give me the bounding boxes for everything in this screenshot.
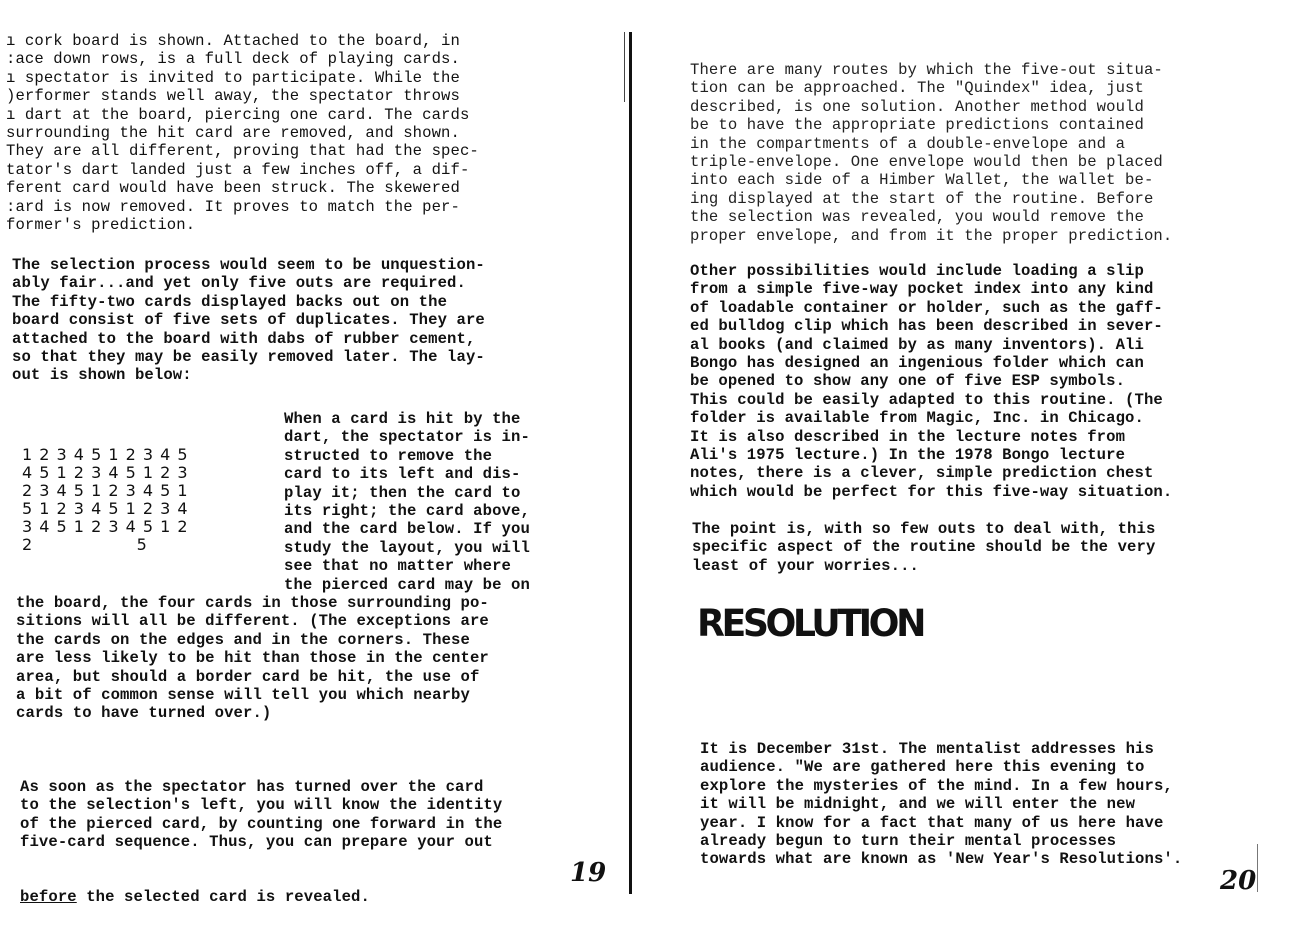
text-line: dart, the spectator is in- bbox=[284, 428, 530, 447]
left-paragraph-4 bbox=[20, 741, 502, 943]
text-line: cards to have turned over.) bbox=[16, 704, 272, 723]
text-line: surrounding the hit card are removed, and shown. bbox=[6, 124, 460, 143]
left-paragraph-4-last-line bbox=[20, 888, 502, 906]
text-line: notes, there is a clever, simple prediction chest bbox=[690, 464, 1154, 483]
left-paragraph-1 bbox=[6, 32, 479, 234]
text-line: card to its left and dis- bbox=[284, 465, 521, 484]
text-line: It is also described in the lecture notes from bbox=[690, 427, 1126, 446]
text-line: tion can be approached. The "Quindex" idea, just bbox=[690, 79, 1144, 98]
text-line: play it; then the card to bbox=[284, 483, 521, 502]
text-line: :ard is now removed. It proves to match the per- bbox=[6, 197, 460, 216]
left-page bbox=[0, 0, 625, 916]
text-line: into each side of a Himber Wallet, the wallet be- bbox=[690, 171, 1154, 190]
text-line: sitions will all be different. (The exceptions are bbox=[16, 612, 489, 631]
text-line: al books (and claimed by as many inventors). Ali bbox=[690, 335, 1144, 354]
text-line: least of your worries... bbox=[692, 556, 919, 575]
text-line: Ali's 1975 lecture.) In the 1978 Bongo lecture bbox=[690, 446, 1126, 465]
left-side-text bbox=[284, 410, 530, 594]
text-line: The fifty-two cards displayed backs out on the bbox=[12, 292, 448, 311]
grid-row: 1 2 3 4 5 1 2 3 4 5 bbox=[22, 445, 189, 464]
text-line: study the layout, you will bbox=[284, 538, 530, 557]
text-line: so that they may be easily removed later. The lay- bbox=[12, 348, 485, 367]
right-paragraph-3 bbox=[692, 520, 1155, 575]
text-line: and the card below. If you bbox=[284, 520, 530, 539]
last-line-rest: the selected card is revealed. bbox=[76, 888, 370, 907]
text-line: the pierced card may be on bbox=[284, 575, 530, 594]
text-line: board consist of five sets of duplicates. They are bbox=[12, 311, 485, 330]
text-line: The point is, with so few outs to deal with, this bbox=[692, 520, 1156, 538]
underlined-word: before bbox=[20, 888, 77, 907]
text-line: former's prediction. bbox=[6, 216, 196, 235]
right-paragraph-4 bbox=[700, 740, 1182, 869]
text-line: the cards on the edges and in the corners. These bbox=[16, 630, 470, 649]
text-line: year. I know for a fact that many of us here have bbox=[700, 813, 1164, 832]
text-line: :ace down rows, is a full deck of playing cards. bbox=[6, 50, 460, 69]
text-line: )erformer stands well away, the spectator throws bbox=[6, 87, 460, 106]
text-line: specific aspect of the routine should be the very bbox=[692, 538, 1156, 557]
left-paragraph-4-lines bbox=[20, 778, 502, 852]
right-paragraph-2 bbox=[690, 262, 1172, 501]
text-line: There are many routes by which the five-out situa- bbox=[690, 61, 1163, 79]
text-line: in the compartments of a double-envelope and a bbox=[690, 134, 1126, 153]
text-line: see that no matter where bbox=[284, 557, 511, 576]
text-line: area, but should a border card be hit, the use of bbox=[16, 667, 480, 686]
text-line: of loadable container or holder, such as the gaff- bbox=[690, 298, 1163, 317]
text-line: which would be perfect for this five-way situation. bbox=[690, 482, 1173, 501]
text-line: ı cork board is shown. Attached to the board, in bbox=[6, 32, 460, 50]
text-line: be to have the appropriate predictions contained bbox=[690, 116, 1144, 135]
text-line: ed bulldog clip which has been described in sever- bbox=[690, 317, 1163, 336]
text-line: The selection process would seem to be unquestion- bbox=[12, 256, 485, 274]
text-line: As soon as the spectator has turned over the card bbox=[20, 777, 484, 796]
text-line: a bit of common sense will tell you which nearby bbox=[16, 686, 470, 705]
text-line: ferent card would have been struck. The skewered bbox=[6, 179, 460, 198]
text-line: its right; the card above, bbox=[284, 502, 530, 521]
text-line: out is shown below: bbox=[12, 366, 192, 385]
text-line: ing displayed at the start of the routine. Before bbox=[690, 189, 1154, 208]
text-line: tator's dart landed just a few inches off, a dif- bbox=[6, 160, 470, 179]
grid-row: 2 3 4 5 1 2 3 4 5 1 bbox=[22, 481, 189, 500]
left-paragraph-2 bbox=[12, 256, 485, 385]
grid-row: 4 5 1 2 3 4 5 1 2 3 bbox=[22, 463, 189, 482]
text-line: the selection was revealed, you would remove the bbox=[690, 208, 1144, 227]
text-line: described, is one solution. Another method would bbox=[690, 97, 1144, 116]
text-line: of the pierced card, by counting one forward in the bbox=[20, 814, 503, 833]
gutter-shadow-line bbox=[624, 32, 625, 102]
page-edge-mark bbox=[1257, 844, 1258, 892]
text-line: Other possibilities would include loading a slip bbox=[690, 262, 1144, 280]
right-paragraph-1 bbox=[690, 61, 1172, 245]
text-line: ably fair...and yet only five outs are required. bbox=[12, 274, 466, 293]
text-line: explore the mysteries of the mind. In a few hours, bbox=[700, 776, 1173, 795]
text-line: from a simple five-way pocket index into any kind bbox=[690, 280, 1154, 299]
text-line: towards what are known as 'New Year's Resolutions'. bbox=[700, 850, 1183, 869]
text-line: it will be midnight, and we will enter the new bbox=[700, 795, 1136, 814]
text-line: folder is available from Magic, Inc. in Chicago. bbox=[690, 409, 1144, 428]
left-paragraph-3 bbox=[16, 594, 489, 723]
text-line: triple-envelope. One envelope would then be placed bbox=[690, 153, 1163, 172]
text-line: to the selection's left, you will know the identity bbox=[20, 796, 503, 815]
text-line: are less likely to be hit than those in the center bbox=[16, 649, 489, 668]
text-line: They are all different, proving that had the spec- bbox=[6, 142, 479, 161]
grid-row: 2 5 bbox=[22, 535, 148, 554]
text-line: already begun to turn their mental processes bbox=[700, 832, 1117, 851]
text-line: This could be easily adapted to this routine. (The bbox=[690, 390, 1163, 409]
text-line: It is December 31st. The mentalist addresses his bbox=[700, 740, 1154, 758]
text-line: five-card sequence. Thus, you can prepare your out bbox=[20, 833, 493, 852]
text-line: ı dart at the board, piercing one card. The cards bbox=[6, 105, 470, 124]
text-line: be opened to show any one of five ESP symbols. bbox=[690, 372, 1126, 391]
text-line: audience. "We are gathered here this evening to bbox=[700, 758, 1145, 777]
resolution-heading: RESOLUTION bbox=[697, 602, 923, 645]
grid-row: 3 4 5 1 2 3 4 5 1 2 bbox=[22, 517, 189, 536]
right-page bbox=[638, 0, 1289, 916]
text-line: proper envelope, and from it the proper prediction. bbox=[690, 226, 1173, 245]
left-page-number: 19 bbox=[570, 858, 607, 888]
center-gutter-line bbox=[629, 32, 632, 894]
right-page-number: 20 bbox=[1220, 866, 1257, 896]
text-line: attached to the board with dabs of rubber cement, bbox=[12, 329, 476, 348]
text-line: the board, the four cards in those surrounding po- bbox=[16, 594, 489, 612]
text-line: ı spectator is invited to participate. While the bbox=[6, 68, 460, 87]
text-line: Bongo has designed an ingenious folder which can bbox=[690, 354, 1144, 373]
text-line: structed to remove the bbox=[284, 446, 493, 465]
text-line: When a card is hit by the bbox=[284, 410, 521, 428]
grid-row: 5 1 2 3 4 5 1 2 3 4 bbox=[22, 499, 189, 518]
